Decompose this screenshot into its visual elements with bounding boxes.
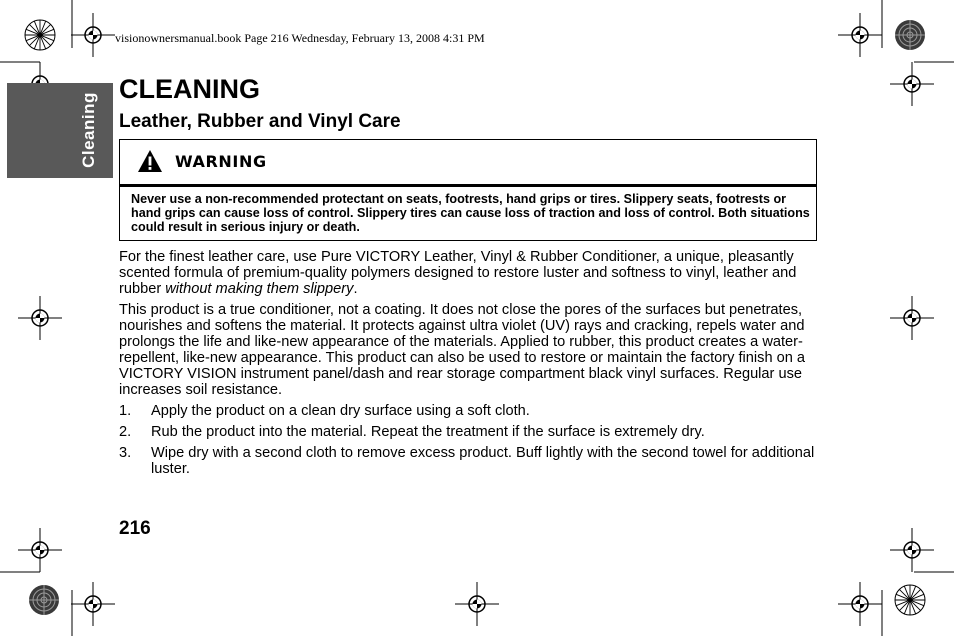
paragraph-1-main: For the finest leather care, use Pure VICTORY Leather, Vinyl & Rubber Conditioner, a unique, pleasantly scented formula of premium-quality polymers designed to restore luster and softness to vinyl, leather and rubber <box>119 249 797 297</box>
page-number: 216 <box>119 518 151 539</box>
section-tab <box>7 83 113 178</box>
warning-text: Never use a non-recommended protectant on seats, footrests, hand grips or tires. Slippery seats, footrests or hand grips can cause loss of control. Slippery tires can cause loss of traction and loss of control. Both situations could result in serious injury or death. <box>131 192 810 234</box>
warning-triangle-icon <box>137 149 163 173</box>
section-tab-label: Cleaning <box>79 92 98 168</box>
page-title: CLEANING <box>119 74 260 104</box>
list-item-number: 2. <box>119 424 132 440</box>
paragraph-1 <box>119 249 819 297</box>
paragraph-2: This product is a true conditioner, not a coating. It does not close the pores of the surfaces but penetrates, nourishes and softens the material. It protects against ultra violet (UV) rays and cracking, repels water and prolongs the life and like-new appearance of the materials. Applied to rubber, this product creates a water-repellent, like-new appearance. This product can also be used to restore or maintain the factory finish on a VICTORY VISION instrument panel/dash and rear storage compartment black vinyl surfaces. Regular use increases soil resistance. <box>119 302 806 398</box>
warning-header <box>120 140 816 187</box>
warning-title: WARNING <box>175 152 267 171</box>
section-subtitle: Leather, Rubber and Vinyl Care <box>119 111 401 132</box>
list-item-text: Rub the product into the material. Repeat the treatment if the surface is extremely dry. <box>151 424 705 440</box>
list-item-number: 1. <box>119 403 132 419</box>
file-slug: visionownersmanual.book Page 216 Wednesday, February 13, 2008 4:31 PM <box>115 31 485 45</box>
list-item-text: Apply the product on a clean dry surface using a soft cloth. <box>151 403 530 419</box>
paragraph-1-end: . <box>353 281 358 297</box>
paragraph-1-emphasis: without making them slippery <box>165 281 354 297</box>
list-item-text: Wipe dry with a second cloth to remove excess product. Buff lightly with the second towel for additional luster. <box>151 445 815 477</box>
warning-box <box>119 139 817 241</box>
list-item-number: 3. <box>119 445 132 461</box>
